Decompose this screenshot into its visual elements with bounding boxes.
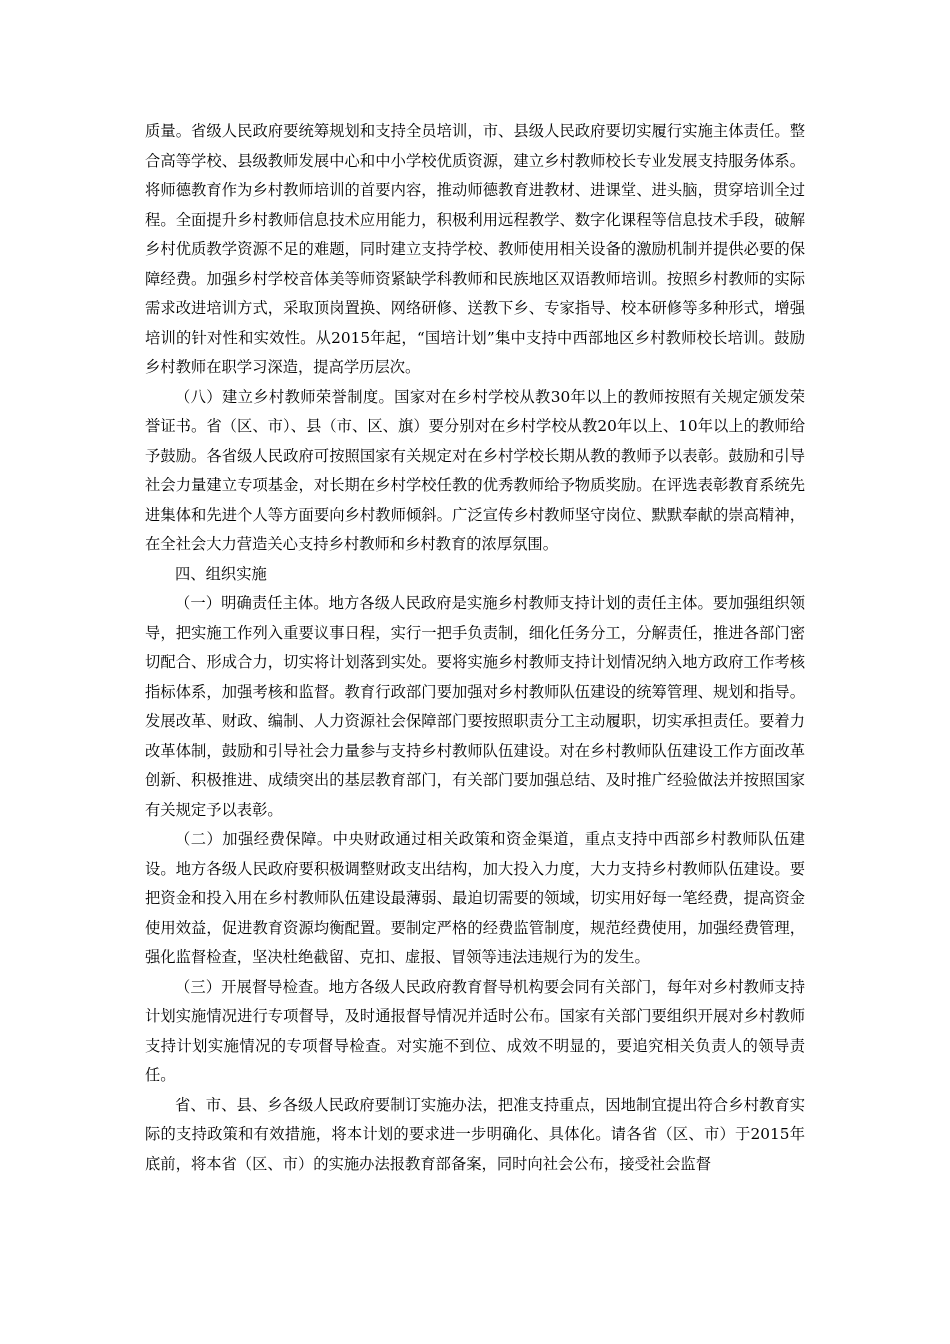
paragraph-honor-system: （八）建立乡村教师荣誉制度。国家对在乡村学校从教30年以上的教师按照有关规定颁发荣誉证书。省（区、市）、县（市、区、旗）要分别对在乡村学校从教20年以上、10年以上的教师给予鼓励。各省级人民政府可按照国家有关规定对在乡村学校长期从教的教师予以表彰。鼓励和引导社会力量建立专项基金，对长期在乡村学校任教的优秀教师给予物质奖励。在评选表彰教育系统先进集体和先进个人等方面要向乡村教师倾斜。广泛宣传乡村教师坚守岗位、默默奉献的崇高精神，在全社会大力营造关心支持乡村教师和乡村教育的浓厚氛围。	[145, 387, 805, 553]
paragraph-supervision: （三）开展督导检查。地方各级人民政府教育督导机构要会同有关部门，每年对乡村教师支持计划实施情况进行专项督导，及时通报督导情况并适时公布。国家有关部门要组织开展对乡村教师支持计划实施情况的专项督导检查。对实施不到位、成效不明显的，要追究相关负责人的领导责任。	[145, 977, 805, 1084]
paragraph-continuation: 质量。省级人民政府要统筹规划和支持全员培训，市、县级人民政府要切实履行实施主体责任。整合高等学校、县级教师发展中心和中小学校优质资源，建立乡村教师校长专业发展支持服务体系。将师德教育作为乡村教师培训的首要内容，推动师德教育进教材、进课堂、进头脑，贯穿培训全过程。全面提升乡村教师信息技术应用能力，积极利用远程教学、数字化课程等信息技术手段，破解乡村优质教学资源不足的难题，同时建立支持学校、教师使用相关设备的激励机制并提供必要的保障经费。加强乡村学校音体美等师资紧缺学科教师和民族地区双语教师培训。按照乡村教师的实际需求改进培训方式，采取顶岗置换、网络研修、送教下乡、专家指导、校本研修等多种形式，增强培训的针对性和实效性。从2015年起，“国培计划”集中支持中西部地区乡村教师校长培训。鼓励乡村教师在职学习深造，提高学历层次。	[145, 122, 805, 376]
paragraph-funding: （二）加强经费保障。中央财政通过相关政策和资金渠道，重点支持中西部乡村教师队伍建设。地方各级人民政府要积极调整财政支出结构，加大投入力度，大力支持乡村教师队伍建设。要把资金和投入用在乡村教师队伍建设最薄弱、最迫切需要的领域，切实用好每一笔经费，提高资金使用效益，促进教育资源均衡配置。要制定严格的经费监管制度，规范经费使用，加强经费管理，强化监督检查，坚决杜绝截留、克扣、虚报、冒领等违法违规行为的发生。	[145, 830, 805, 966]
document-body	[145, 117, 805, 1179]
paragraph-implementation: 省、市、县、乡各级人民政府要制订实施办法，把准支持重点，因地制宜提出符合乡村教育实际的支持政策和有效措施，将本计划的要求进一步明确化、具体化。请各省（区、市）于2015年底前，将本省（区、市）的实施办法报教育部备案，同时向社会公布，接受社会监督	[145, 1095, 805, 1173]
paragraph-responsibility: （一）明确责任主体。地方各级人民政府是实施乡村教师支持计划的责任主体。要加强组织领导，把实施工作列入重要议事日程，实行一把手负责制，细化任务分工，分解责任，推进各部门密切配合、形成合力，切实将计划落到实处。要将实施乡村教师支持计划情况纳入地方政府工作考核指标体系，加强考核和监督。教育行政部门要加强对乡村教师队伍建设的统筹管理、规划和指导。发展改革、财政、编制、人力资源社会保障部门要按照职责分工主动履职，切实承担责任。要着力改革体制，鼓励和引导社会力量参与支持乡村教师队伍建设。对在乡村教师队伍建设工作方面改革创新、积极推进、成绩突出的基层教育部门，有关部门要加强总结、及时推广经验做法并按照国家有关规定予以表彰。	[145, 594, 805, 819]
section-heading-organization: 四、组织实施	[175, 564, 267, 583]
